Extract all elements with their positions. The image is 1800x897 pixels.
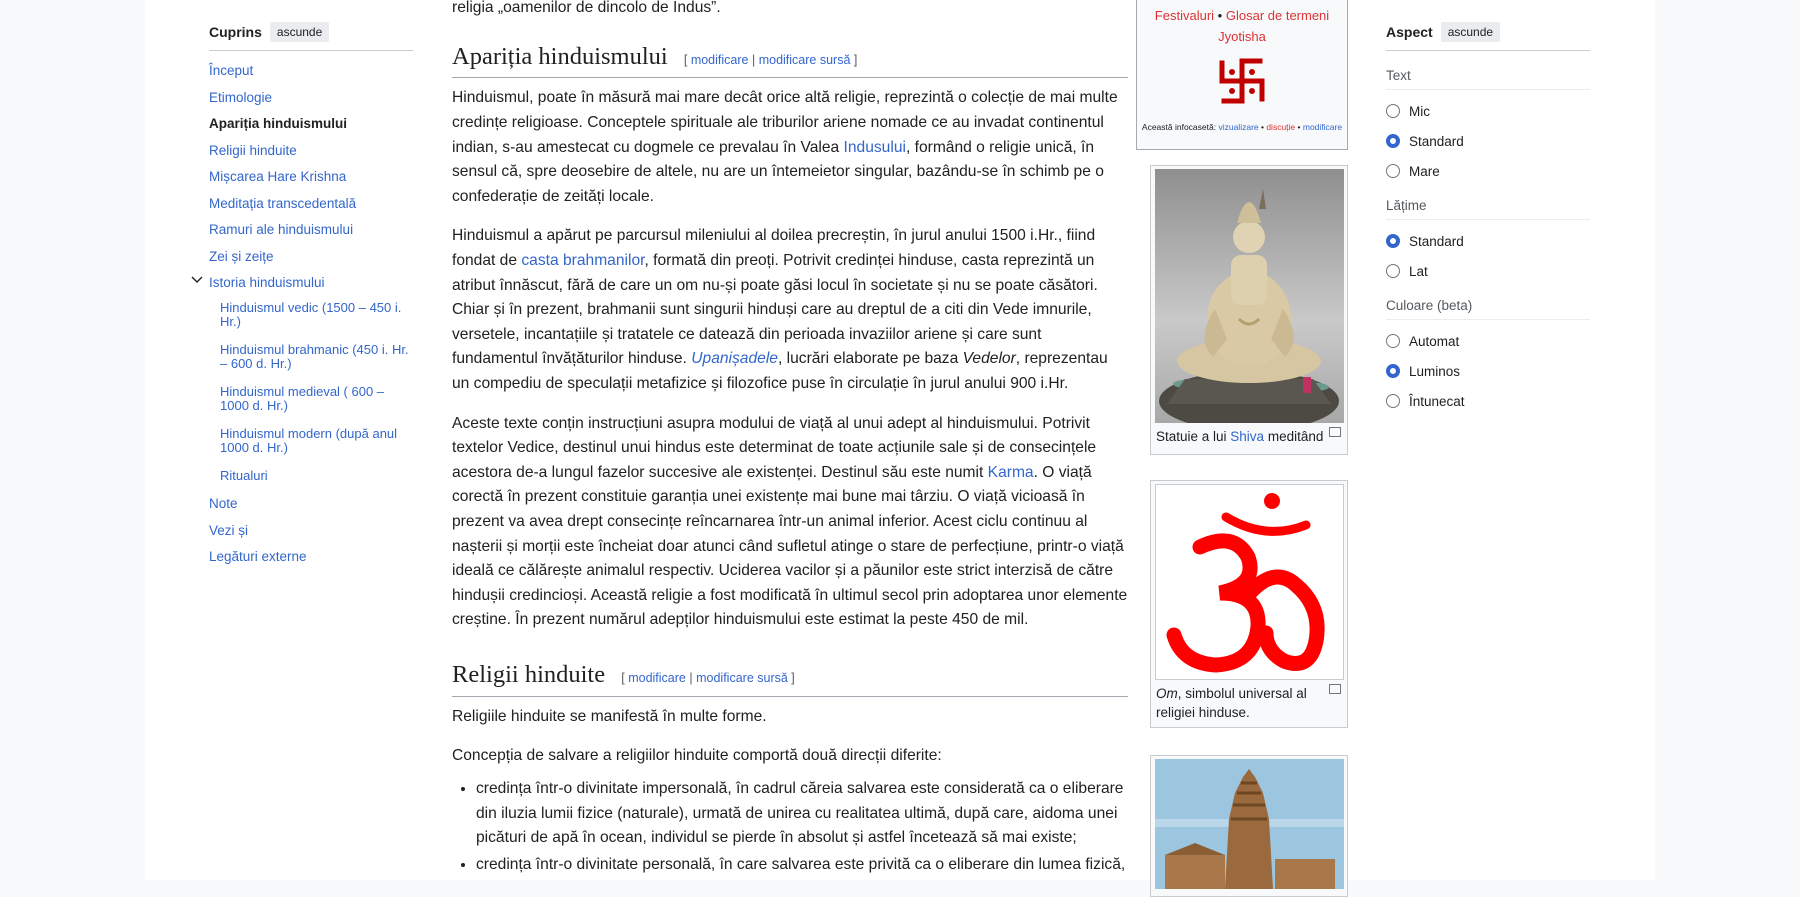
om-icon	[1156, 485, 1343, 679]
edit-source-link[interactable]: modificare sursă	[696, 670, 788, 685]
text-size-label: Text	[1386, 68, 1590, 90]
radio-label: Standard	[1409, 133, 1464, 149]
toc-item-istoria-group	[209, 274, 413, 301]
toc-item-legaturi-externe[interactable]: Legături externe	[209, 549, 307, 564]
toc-item-istoria-hinduismului[interactable]: Istoria hinduismului	[209, 275, 325, 290]
section-title: Religii hinduite	[452, 660, 606, 688]
radio-color-luminos[interactable]	[1386, 356, 1590, 386]
article-content	[452, 0, 1128, 879]
bracket-close: ]	[791, 670, 795, 685]
color-label: Culoare (beta)	[1386, 298, 1590, 320]
radio-text-mic[interactable]	[1386, 96, 1590, 126]
bracket-close: ]	[853, 52, 858, 67]
caption-text: meditând	[1264, 429, 1324, 444]
enlarge-icon[interactable]	[1329, 684, 1341, 694]
caption-text: , simbolul universal al religiei hinduse.	[1156, 686, 1307, 720]
toc-list	[209, 62, 413, 575]
infobox-link-festivaluri[interactable]: Festivaluri	[1154, 8, 1215, 23]
appearance-header	[1386, 22, 1590, 51]
toc-item-vezi-si[interactable]: Vezi și	[209, 522, 249, 538]
link-casta-brahmanilor[interactable]: casta brahmanilor	[521, 252, 645, 269]
radio-width-lat[interactable]	[1386, 256, 1590, 286]
bullet-list	[452, 777, 1128, 877]
text-run: Aceste texte conțin instrucțiuni asupra modului de viață al unui adept al hinduismului. Potrivit textelor Vedice, destinul unui hindus este determinat de toate acțiunile sale și de consecințele acestora de-a lungul fazelor succesive ale existenței. Destinul său este numit	[452, 414, 1097, 481]
chevron-down-icon[interactable]	[191, 274, 203, 288]
thumb-caption	[1151, 680, 1347, 722]
link-indusului[interactable]: Indusului	[843, 138, 906, 156]
toc-item-religii-hinduite[interactable]: Religii hinduite	[209, 142, 297, 158]
toc-item-miscarea-hare-krishna[interactable]: Mișcarea Hare Krishna	[209, 169, 347, 184]
radio-width-standard[interactable]	[1386, 226, 1590, 256]
paragraph	[452, 412, 1128, 633]
caption-italic: Om	[1156, 686, 1178, 701]
caption-text: Statuie a lui	[1156, 429, 1231, 444]
link-upanisadele[interactable]: Upanișadele	[691, 350, 778, 368]
toc-item-inceput[interactable]: Început	[209, 63, 254, 78]
toc-item-note[interactable]: Note	[209, 496, 238, 511]
paragraph	[452, 224, 1128, 396]
dot-separator: •	[1217, 8, 1223, 23]
radio-button[interactable]	[1386, 164, 1400, 178]
infobox-links	[1137, 5, 1347, 47]
infobox-talk-link[interactable]: discuție	[1266, 122, 1296, 132]
section-heading-aparitia	[452, 41, 1128, 79]
toc-subitem-hinduismul-medieval[interactable]: Hinduismul medieval ( 600 – 1000 d. Hr.)	[220, 383, 385, 414]
radio-label: Mic	[1409, 103, 1430, 119]
paragraph	[452, 86, 1128, 209]
toc-item-aparitia-hinduismului[interactable]: Apariția hinduismului	[209, 116, 348, 131]
radio-button[interactable]	[1386, 334, 1400, 348]
enlarge-icon[interactable]	[1329, 427, 1341, 437]
infobox-footer-prefix: Această infocasetă:	[1141, 122, 1217, 132]
text-run: Hinduismul a apărut pe parcursul mileniului al doilea precreștin, în jurul anului 1500 i.Hr., fiind fondat de	[452, 227, 1096, 269]
section-edit-links	[684, 53, 858, 67]
infobox-footer: Această infocasetă: vizualizare • discuție • modificare	[1141, 122, 1343, 132]
radio-button[interactable]	[1386, 264, 1400, 278]
toc-subitem-hinduismul-vedic[interactable]: Hinduismul vedic (1500 – 450 i. Hr.)	[220, 299, 402, 330]
thumb-caption	[1151, 423, 1347, 446]
om-symbol-image[interactable]	[1155, 484, 1344, 680]
section-title: Apariția hinduismului	[452, 42, 668, 70]
bracket-open: [	[621, 670, 625, 685]
radio-button-selected[interactable]	[1386, 364, 1400, 378]
paragraph: Religiile hinduite se manifestă în multe forme.	[452, 707, 767, 725]
radio-button[interactable]	[1386, 394, 1400, 408]
thumb-shiva	[1150, 165, 1348, 455]
radio-color-intunecat[interactable]	[1386, 386, 1590, 416]
radio-label: Lat	[1409, 263, 1428, 279]
toc-hide-button[interactable]: ascunde	[270, 22, 329, 42]
width-label: Lățime	[1386, 198, 1590, 220]
list-item: • credința într-o divinitate personală, în care salvarea este privită ca o eliberare din lumea fizică,	[476, 853, 1128, 878]
text-run: , lucrări elaborate pe baza	[777, 350, 963, 368]
edit-link[interactable]: modificare	[690, 52, 749, 67]
toc-item-zei-si-zeite[interactable]: Zei și zeițe	[209, 248, 274, 264]
radio-button[interactable]	[1386, 104, 1400, 118]
thumb-om	[1150, 480, 1348, 728]
table-of-contents	[209, 22, 413, 575]
bracket-open: [	[683, 52, 688, 67]
radio-label: Întunecat	[1409, 393, 1465, 409]
text-run: , formată din preoți. Potrivit credinței hinduse, casta reprezintă un atribut înnăscut, fără de care un om nu-și poate găsi locul în societate și nu se poate căsători. Chiar și în prezent, brahmanii sunt singurii hinduși care au dreptul de a citi din Vede imnurile, versetele, incantațiile și tratatele ce datează din perioada invaziilor ariene și care sunt fundamentul învățăturilor hinduse.	[452, 252, 1098, 368]
appearance-panel	[1386, 22, 1590, 416]
toc-title: Cuprins	[209, 24, 262, 40]
toc-item-meditatia-transcedentala[interactable]: Meditația transcedentală	[209, 195, 357, 211]
section-heading-religii	[452, 659, 1128, 697]
radio-label: Standard	[1409, 233, 1464, 249]
infobox-view-link[interactable]: vizualizare	[1218, 122, 1259, 132]
appearance-title: Aspect	[1386, 24, 1433, 40]
radio-label: Automat	[1409, 333, 1460, 349]
radio-color-automat[interactable]	[1386, 326, 1590, 356]
link-karma[interactable]: Karma	[987, 463, 1034, 481]
radio-label: Luminos	[1409, 363, 1461, 379]
shiva-statue-image[interactable]	[1155, 169, 1344, 423]
temple-image[interactable]	[1155, 759, 1344, 889]
infobox-link-jyotisha[interactable]: Jyotisha	[1218, 29, 1266, 44]
radio-label: Mare	[1409, 163, 1440, 179]
list-item: • credința într-o divinitate impersonală, în cadrul căreia salvarea este considerată ca o eliberare din iluzia lumii fizice (naturale), urmată de unirea cu realitatea ultimă, după care, aidoma unei picături de apă în ocean, individul se pierde în absolut și astfel încetează să mai existe;	[476, 777, 1128, 851]
radio-button-selected[interactable]	[1386, 134, 1400, 148]
italic-text: Vedelor	[962, 350, 1016, 368]
text-run: Hinduismul, poate în măsură mai mare decât orice altă religie, reprezintă o colecție de mai multe credințe religioase. Conceptele spirituale ale triburilor ariene nomade ce au invadat continentul indian, s-au amestecat cu dogmele ce prevalau în Valea	[452, 89, 1118, 156]
radio-text-mare[interactable]	[1386, 156, 1590, 186]
toc-subitem-ritualuri[interactable]: Ritualuri	[220, 467, 268, 483]
toc-subitem-hinduismul-brahmanic[interactable]: Hinduismul brahmanic (450 i. Hr. – 600 d. Hr.)	[220, 341, 409, 372]
paragraph: Concepția de salvare a religiilor hinduite comportă două direcții diferite:	[452, 747, 942, 765]
thumb-temple	[1150, 755, 1348, 897]
text-run: , reprezentau un compediu de speculații metafizice și filozofice puse în circulație în jurul anului 900 i.Hr.	[452, 350, 1108, 392]
paragraph-top: religia „oamenilor de dincolo de Indus”.	[452, 0, 721, 16]
section-edit-links	[621, 671, 795, 685]
appearance-hide-button[interactable]: ascunde	[1441, 22, 1500, 42]
toc-item-etimologie[interactable]: Etimologie	[209, 89, 273, 105]
radio-button-selected[interactable]	[1386, 234, 1400, 248]
infobox-link-glosar[interactable]: Glosar de termeni	[1225, 8, 1330, 23]
edit-source-link[interactable]: modificare sursă	[758, 52, 851, 67]
infobox-edit-link[interactable]: modificare	[1302, 122, 1343, 132]
edit-separator: |	[751, 52, 756, 67]
toc-item-ramuri[interactable]: Ramuri ale hinduismului	[209, 222, 354, 237]
edit-link[interactable]: modificare	[628, 670, 686, 685]
toc-header	[209, 22, 413, 51]
link-shiva[interactable]: Shiva	[1230, 429, 1265, 444]
toc-subitem-hinduismul-modern[interactable]: Hinduismul modern (după anul 1000 d. Hr.)	[220, 425, 398, 456]
swastika-icon	[1137, 55, 1347, 112]
text-run: , formând o religie unică, în sensul că, spre deosebire de altele, nu are un întemeietor singular, bazându-se în schimb pe o confederație de zeități locale.	[452, 138, 1104, 205]
radio-text-standard[interactable]	[1386, 126, 1590, 156]
edit-separator: |	[689, 670, 693, 685]
text-run: . O viață corectă în prezent constituie garanția unei existențe mai bune mai târziu. O viață vicioasă în prezent va avea drept consecințe reîncarnarea într-un animal inferior. Acest ciclu continuu al nașterii și morții este încheiat doar atunci când sufletul atinge o stare de perfecțiune, printr-o viață ideală ce călărește animalul respectiv. Uciderea vacilor și a păunilor este strict interzisă de către hindușii credincioși. Această religie a fost modificată în ultimul secol prin adoptarea unor elemente creștine. În prezent numărul adepților hinduismului este estimat la peste 450 de mil.	[452, 463, 1128, 629]
infobox	[1136, 0, 1348, 150]
